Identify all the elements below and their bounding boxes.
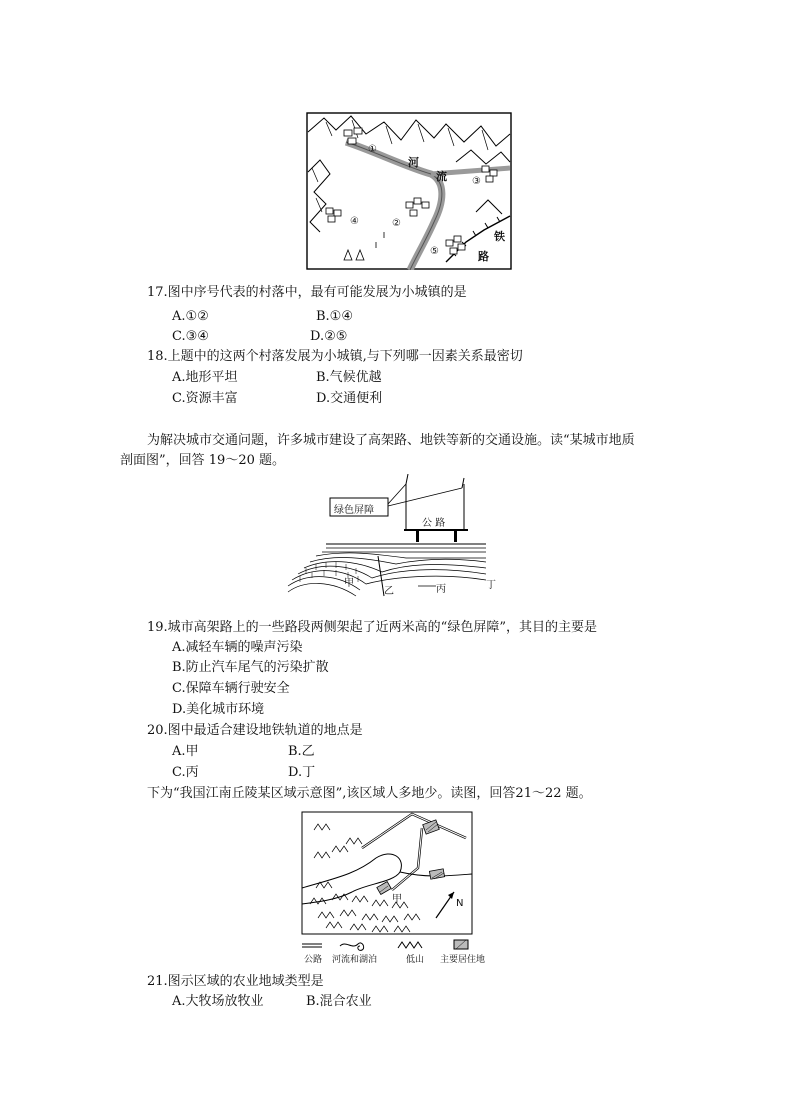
legend-low-mountain: 低山	[406, 955, 425, 965]
settlement-marker-2: ②	[392, 218, 401, 229]
question-19-option-a: A.减轻车辆的噪声污染	[172, 640, 303, 655]
question-18-option-b: B.气候优越	[316, 370, 382, 385]
railway-label-2: 路	[478, 250, 489, 263]
question-21-option-b: B.混合农业	[306, 994, 372, 1009]
question-21-stem: 21.图示区域的农业地域类型是	[147, 974, 324, 989]
question-19-option-b: B.防止汽车尾气的污染扩散	[172, 660, 329, 675]
legend-road: 公路	[304, 955, 323, 965]
question-20-option-b: B.乙	[288, 744, 315, 759]
question-18-option-a: A.地形平坦	[172, 370, 238, 385]
question-19-option-d: D.美化城市环境	[172, 702, 265, 717]
question-17-option-b: B.①④	[316, 309, 353, 324]
jiangnan-hills-map-figure	[296, 808, 496, 968]
question-19-option-c: C.保障车辆行驶安全	[172, 681, 290, 696]
legend-residence: 主要居住地	[440, 955, 486, 965]
section-label-yi: 乙	[384, 586, 394, 597]
river-label-1: 河	[408, 156, 419, 169]
jiangnan-hills-drawing	[296, 808, 496, 968]
intro-21-22-line-1: 下为“我国江南丘陵某区域示意图”,该区域人多地少。读图，回答21～22 题。	[147, 786, 592, 801]
question-20-option-c: C.丙	[172, 765, 199, 780]
settlement-marker-5: ⑤	[430, 246, 439, 257]
question-18-option-c: C.资源丰富	[172, 391, 238, 406]
intro-19-20-line-2: 剖面图”，回答 19～20 题。	[120, 453, 285, 468]
question-20-option-a: A.甲	[172, 744, 199, 759]
question-20-stem: 20.图中最适合建设地铁轨道的地点是	[147, 723, 363, 738]
settlement-marker-4: ④	[350, 216, 359, 227]
intro-19-20-line-1: 为解决城市交通问题，许多城市建设了高架路、地铁等新的交通设施。读“某城市地质	[147, 433, 635, 448]
river-label-2: 流	[436, 170, 447, 183]
settlement-marker-1: ①	[368, 144, 377, 155]
question-17-stem: 17.图中序号代表的村落中，最有可能发展为小城镇的是	[147, 285, 467, 300]
question-17-option-c: C.③④	[172, 329, 209, 344]
geologic-section-figure	[286, 474, 496, 600]
question-18-option-d: D.交通便利	[316, 391, 383, 406]
road-label: 公 路	[422, 518, 446, 529]
green-screen-label: 绿色屏障	[334, 505, 374, 516]
question-17-option-d: D.②⑤	[310, 329, 348, 344]
section-label-jia: 甲	[344, 578, 354, 589]
question-21-option-a: A.大牧场放牧业	[172, 994, 264, 1009]
legend-river-lake: 河流和湖泊	[332, 955, 378, 965]
question-19-stem: 19.城市高架路上的一些路段两侧架起了近两米高的“绿色屏障”，其目的主要是	[147, 620, 597, 635]
settlement-map-figure	[306, 112, 512, 270]
railway-label-1: 铁	[494, 230, 505, 243]
settlement-marker-3: ③	[472, 176, 481, 187]
section-label-ding: 丁	[486, 580, 496, 591]
north-arrow-label: N	[456, 898, 464, 909]
section-label-bing: 丙	[436, 584, 446, 595]
question-20-option-d: D.丁	[288, 765, 316, 780]
settlement-map-drawing	[306, 112, 512, 270]
map-label-jia: 甲	[392, 894, 402, 905]
question-18-stem: 18.上题中的这两个村落发展为小城镇,与下列哪一因素关系最密切	[147, 349, 523, 364]
question-17-option-a: A.①②	[172, 309, 209, 324]
